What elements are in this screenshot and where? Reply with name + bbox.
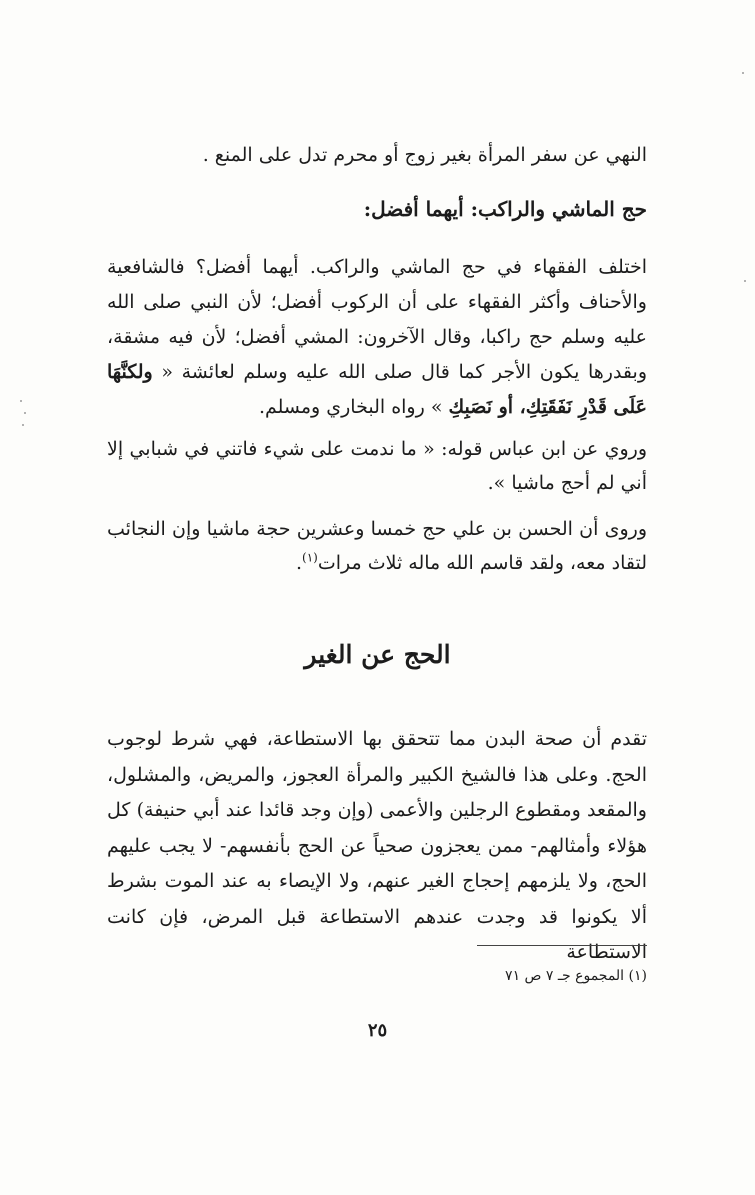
scan-speck [744,280,746,282]
section-title: الحج عن الغير [304,640,451,669]
scan-speck [22,424,24,426]
footnote-divider [477,945,647,946]
subheading-text: حج الماشي والراكب: أيهما أفضل: [363,197,647,221]
paragraph-3-body: وروى أن الحسن بن علي حج خمسا وعشرين حجة ماشيا وإن النجائب لتقاد معه، ولقد قاسم الله ماله ثلاث مرات [107,518,647,574]
opening-line-text: النهي عن سفر المرأة بغير زوج أو محرم تدل على المنع . [202,144,647,166]
paragraph-3-end: . [295,552,303,574]
subheading [107,192,647,226]
scan-speck [24,412,26,414]
paragraph-4-text: تقدم أن صحة البدن مما تتحقق بها الاستطاعة، فهي شرط لوجوب الحج. وعلى هذا فالشيخ الكبير والمرأة العجوز، والمريض، والمشلول، والمقعد ومقطوع الرجلين والأعمى (وإن وجد قائدا عند أبي حنيفة) كل هؤلاء وأمثالهم- ممن يعجزون صحياً عن الحج بأنفسهم- لا يجب عليهم الحج، ولا يلزمهم إحجاج الغير عنهم، ولا الإيصاء به عند الموت بشرط ألا يكونوا قد وجدت عندهم الاستطاعة قبل المرض، فإن كانت الاستطاعة [107,728,647,963]
paragraph-3-text [107,512,647,580]
opening-line [107,138,647,172]
paragraph-walking-vs-riding [107,250,647,425]
scan-speck [20,400,22,402]
footnote-reference: (١) [302,550,318,565]
scan-speck [742,72,744,74]
page-number: ٢٥ [367,1020,388,1041]
paragraph-ibn-abbas [107,432,647,500]
paragraph-1-text [107,250,647,425]
paragraph-1-before: اختلف الفقهاء في حج الماشي والراكب. أيهما أفضل؟ فالشافعية والأحناف وأكثر الفقهاء على أن الركوب أفضل؛ لأن النبي صلى الله عليه وسلم حج راكبا، وقال الآخرون: المشي أفضل؛ لأن فيه مشقة، وبقدرها يكون الأجر كما قال صلى الله عليه وسلم لعائشة « [107,256,647,383]
paragraph-2-text: وروي عن ابن عباس قوله: « ما ندمت على شيء فاتني في شبابي إلا أني لم أحج ماشيا ». [107,438,647,494]
paragraph-hajj-on-behalf [107,722,647,971]
paragraph-1-after: » رواه البخاري ومسلم. [258,396,449,418]
paragraph-hasan-ibn-ali [107,512,647,580]
footnote: (١) المجموع جـ ٧ ص ٧١ [505,968,647,984]
hadith-quote: ولكنَّهَا عَلَى قَدْرِ نَفَقَتِكِ، أو نَصَبِكِ [107,361,647,418]
